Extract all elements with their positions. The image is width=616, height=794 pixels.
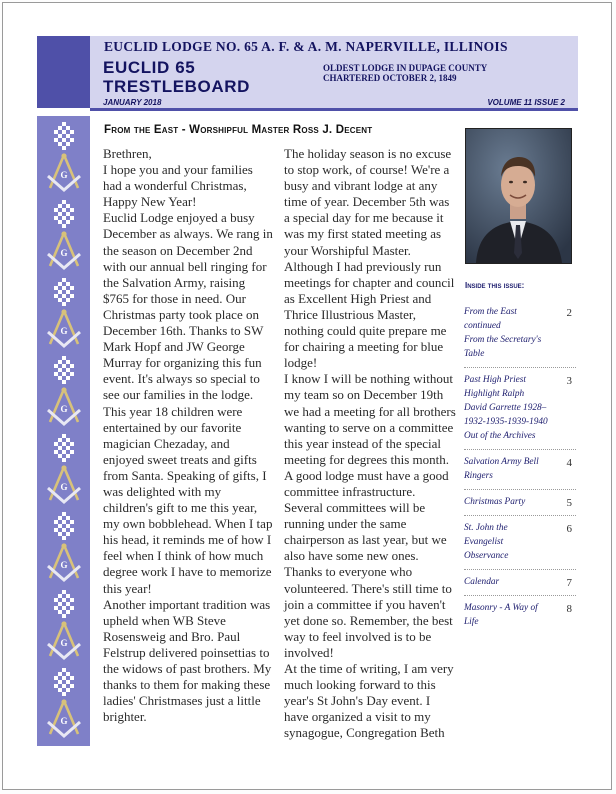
lodge-history <box>323 63 487 83</box>
square-and-compasses-icon <box>44 230 84 272</box>
toc-page-number: 5 <box>566 497 572 509</box>
toc-item-text <box>464 305 548 361</box>
checkerboard-icon <box>50 590 78 618</box>
square-and-compasses-icon <box>44 464 84 506</box>
masthead <box>90 36 578 108</box>
toc-line: Out of the Archives <box>464 431 536 441</box>
toc-item[interactable] <box>464 368 576 450</box>
svg-text:G: G <box>59 248 68 258</box>
svg-text:G: G <box>59 638 68 648</box>
article-headline <box>104 124 372 136</box>
toc-line: Past High Priest Highlight Ralph David Garrette 1928–1932-1935-1939-1940 <box>464 375 548 427</box>
svg-text:G: G <box>59 170 68 180</box>
worshipful-master-photo <box>465 128 572 264</box>
oldest-line: OLDEST LODGE IN DUPAGE COUNTY <box>323 63 488 73</box>
header-accent-bar <box>37 36 90 108</box>
square-and-compasses-icon <box>44 308 84 350</box>
newsletter-title <box>103 58 250 96</box>
paragraph: I hope you and your families had a wonderful Christmas, Happy New Year! <box>103 162 253 210</box>
inside-this-issue-heading <box>465 281 524 290</box>
toc-page-number: 3 <box>566 375 572 387</box>
svg-text:G: G <box>59 326 68 336</box>
square-and-compasses-icon <box>44 152 84 194</box>
lodge-name: EUCLID LODGE NO. 65 A. F. & A. M. NAPERVILLE, ILLINOIS <box>104 39 508 54</box>
toc-line: Masonry - A Way of Life <box>464 603 538 627</box>
title-line-1: EUCLID 65 <box>103 58 196 77</box>
title-line-2: TRESTLEBOARD <box>103 77 250 96</box>
toc-item[interactable] <box>464 490 576 516</box>
square-and-compasses-icon <box>44 620 84 662</box>
issue-date: JANUARY 2018 <box>103 98 162 107</box>
sidebar-emblem-unit <box>37 666 90 744</box>
toc-item-text <box>464 575 548 589</box>
toc-page-number: 8 <box>566 603 572 615</box>
toc-line: St. John the Evangelist Observance <box>464 523 509 561</box>
toc-page-number: 7 <box>566 577 572 589</box>
sidebar-emblem-unit <box>37 432 90 510</box>
svg-text:G: G <box>59 716 68 726</box>
toc-item-text <box>464 373 548 443</box>
svg-text:G: G <box>59 482 68 492</box>
article-column-2 <box>284 146 456 741</box>
toc-item-text <box>464 601 548 629</box>
table-of-contents <box>464 300 576 635</box>
toc-line: Calendar <box>464 577 500 587</box>
toc-item[interactable] <box>464 596 576 635</box>
toc-item[interactable] <box>464 570 576 596</box>
toc-item[interactable] <box>464 516 576 570</box>
svg-text:G: G <box>59 560 68 570</box>
headline-text: From the East - Worshipful Master Ross J. Decent <box>104 124 373 136</box>
header-rule <box>90 108 578 111</box>
toc-page-number: 4 <box>566 457 572 469</box>
toc-line: From the Secretary's Table <box>464 335 542 359</box>
paragraph: Brethren, <box>103 146 152 161</box>
checkerboard-icon <box>50 668 78 696</box>
square-and-compasses-icon <box>44 698 84 740</box>
paragraph: The holiday season is no excuse to stop work, of course! We're a busy and vibrant lodge at any time of year. December 5th was a special day for me because it was my first stated meeting as your Worshipful Master. Although I had previously run meetings for chapter and council as Excellent High Priest and Thrice Illustrious Master, nothing could quite prepare me for chairing a meeting for blue lodge! <box>284 146 455 371</box>
checkerboard-icon <box>50 122 78 150</box>
toc-page-number: 2 <box>566 307 572 319</box>
svg-text:G: G <box>59 404 68 414</box>
toc-item-text <box>464 455 548 483</box>
article-column-1 <box>103 146 273 725</box>
checkerboard-icon <box>50 512 78 540</box>
paragraph: Another important tradition was upheld when WB Steve Rosensweig and Bro. Paul Felstrup delivered poinsettias to the widows of past brothers. My thanks to them for making these ladies' Christmases just a little brighter. <box>103 596 272 725</box>
toc-item-text <box>464 521 548 563</box>
sidebar-emblem-unit <box>37 276 90 354</box>
toc-page-number: 6 <box>566 523 572 535</box>
decorative-sidebar <box>37 116 90 746</box>
sidebar-emblem-unit <box>37 120 90 198</box>
checkerboard-icon <box>50 434 78 462</box>
sidebar-emblem-unit <box>37 588 90 666</box>
paragraph: I know I will be nothing without my team so on December 19th we had a meeting for all brothers wanting to serve on a committee this year instead of the special meeting for degrees this month. A good lodge must have a good committee infrastructure. Several committees will be running under the same chairperson as last year, but we also have some new ones. Thanks to everyone who volunteered. There's still time to join a committee if you haven't yet done so. Remember, the best way to feel involved is to be involved! <box>284 371 456 660</box>
inside-title-text: Inside this issue: <box>465 281 525 290</box>
paragraph: At the time of writing, I am very much looking forward to this year's St John's Day event. I have organized a visit to my synagogue, Congregation Beth <box>284 661 454 741</box>
checkerboard-icon <box>50 278 78 306</box>
sidebar-emblem-unit <box>37 198 90 276</box>
sidebar-emblem-unit <box>37 510 90 588</box>
toc-line: From the East continued <box>464 307 517 331</box>
toc-item[interactable] <box>464 450 576 490</box>
toc-item[interactable] <box>464 300 576 368</box>
chartered-line: CHARTERED OCTOBER 2, 1849 <box>323 73 457 83</box>
toc-item-text <box>464 495 548 509</box>
square-and-compasses-icon <box>44 542 84 584</box>
paragraph: Euclid Lodge enjoyed a busy December as always. We rang in the season on December 2nd with our annual bell ringing for the Salvation Army, raising $765 for those in need. Our Christmas party took place on December 16th. Thanks to SW Mark Hopf and JW George Murray for organizing this fun event. It's always so special to see our families in the lodge. This year 18 children were entertained by our favorite magician Chezaday, and enjoyed sweet treats and gifts from Santa. Speaking of gifts, I was delighted with my children's gift to me this year, my own bobblehead. When I tap his head, it reminds me of how I feel when I think of how much degree work I have to memorize this year! <box>103 210 273 596</box>
checkerboard-icon <box>50 200 78 228</box>
square-and-compasses-icon <box>44 386 84 428</box>
sidebar-emblem-unit <box>37 354 90 432</box>
checkerboard-icon <box>50 356 78 384</box>
toc-line: Christmas Party <box>464 497 526 507</box>
toc-line: Salvation Army Bell Ringers <box>464 457 539 481</box>
issue-volume: VOLUME 11 ISSUE 2 <box>487 98 565 107</box>
